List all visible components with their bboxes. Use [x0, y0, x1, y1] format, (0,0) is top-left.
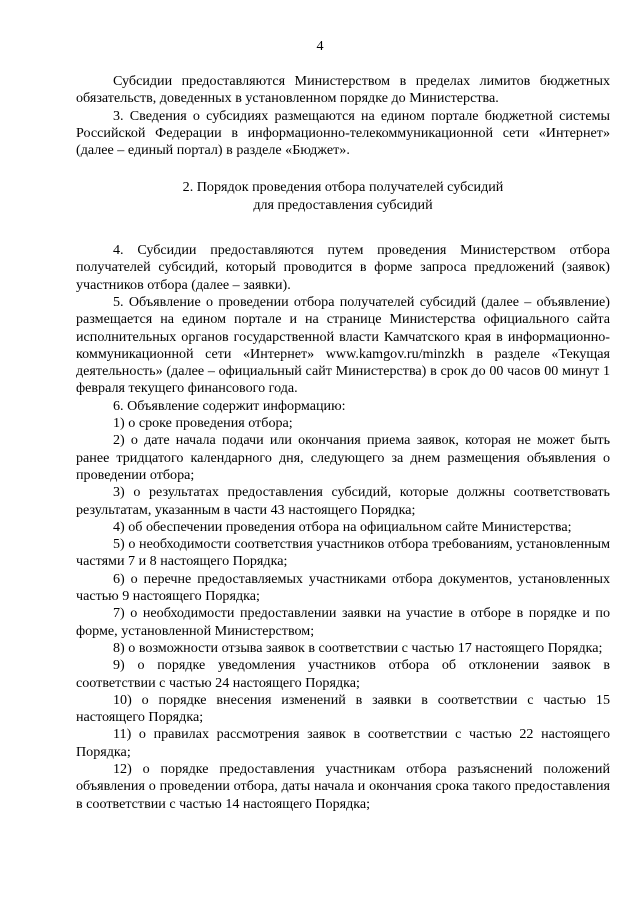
list-item-1: 1) о сроке проведения отбора; — [113, 415, 293, 432]
list-item-4: 4) об обеспечении проведения отбора на официальном сайте Министерства; — [113, 518, 572, 535]
document-body — [76, 73, 610, 813]
list-item-11: 11) о правилах рассмотрения заявок в соответствии с частью 22 настоящего Порядка; — [76, 726, 610, 760]
list-item-9: 9) о порядке уведомления участников отбора об отклонении заявок в соответствии с частью 24 настоящего Порядка; — [76, 657, 610, 691]
page-number: 4 — [316, 38, 324, 54]
list-item-5: 5) о необходимости соответствия участников отбора требованиям, установленным частями 7 и 8 настоящего Порядка; — [76, 536, 610, 570]
list-item-8: 8) о возможности отзыва заявок в соответствии с частью 17 настоящего Порядка; — [113, 639, 603, 656]
list-item-12: 12) о порядке предоставления участникам отбора разъяснений положений объявления о проведении отбора, даты начала и окончания срока такого предоставления в соответствии с частью 14 настоящего Порядка; — [76, 760, 610, 812]
section-heading-line-2: для предоставления субсидий — [253, 196, 433, 213]
list-item-3: 3) о результатах предоставления субсидий, которые должны соответствовать результатам, указанным в части 43 настоящего Порядка; — [76, 484, 610, 518]
list-item-6: 6) о перечне предоставляемых участниками отбора документов, установленных частью 9 настоящего Порядка; — [76, 570, 610, 605]
paragraph-4: 4. Субсидии предоставляются путем проведения Министерством отбора получателей субсидий, который проводится в форме запроса предложений (заявок) участников отбора (далее – заявки). — [76, 242, 610, 293]
list-item-2: 2) о дате начала подачи или окончания приема заявок, которая не может быть ранее тридцатого календарного дня, следующего за днем размещения объявления о проведении отбора; — [76, 432, 610, 483]
list-item-10: 10) о порядке внесения изменений в заявки в соответствии с частью 15 настоящего Порядка; — [76, 691, 610, 726]
paragraph-5: 5. Объявление о проведении отбора получателей субсидий (далее – объявление) размещается на едином портале и на странице Министерства официального сайта исполнительных органов государственной власти Камчатского края в информационно-коммуникационной сети «Интернет» www.kamgov.ru/minzkh в разделе «Текущая деятельность» (далее – официальный сайт Министерства) в срок до 00 часов 00 минут 1 февраля текущего финансового года. — [76, 293, 610, 397]
paragraph-subsidy-limits: Субсидии предоставляются Министерством в пределах лимитов бюджетных обязательств, доведенных в установленном порядке до Министерства. — [76, 73, 610, 107]
section-heading-line-1: 2. Порядок проведения отбора получателей субсидий — [182, 179, 504, 196]
section-heading — [76, 179, 610, 214]
list-item-7: 7) о необходимости предоставлении заявки на участие в отборе в порядке и по форме, установленной Министерством; — [76, 605, 610, 639]
paragraph-3: 3. Сведения о субсидиях размещаются на едином портале бюджетной системы Российской Федерации в информационно-телекоммуникационной сети «Интернет» (далее – единый портал) в разделе «Бюджет». — [76, 107, 610, 159]
paragraph-6: 6. Объявление содержит информацию: — [113, 397, 346, 414]
